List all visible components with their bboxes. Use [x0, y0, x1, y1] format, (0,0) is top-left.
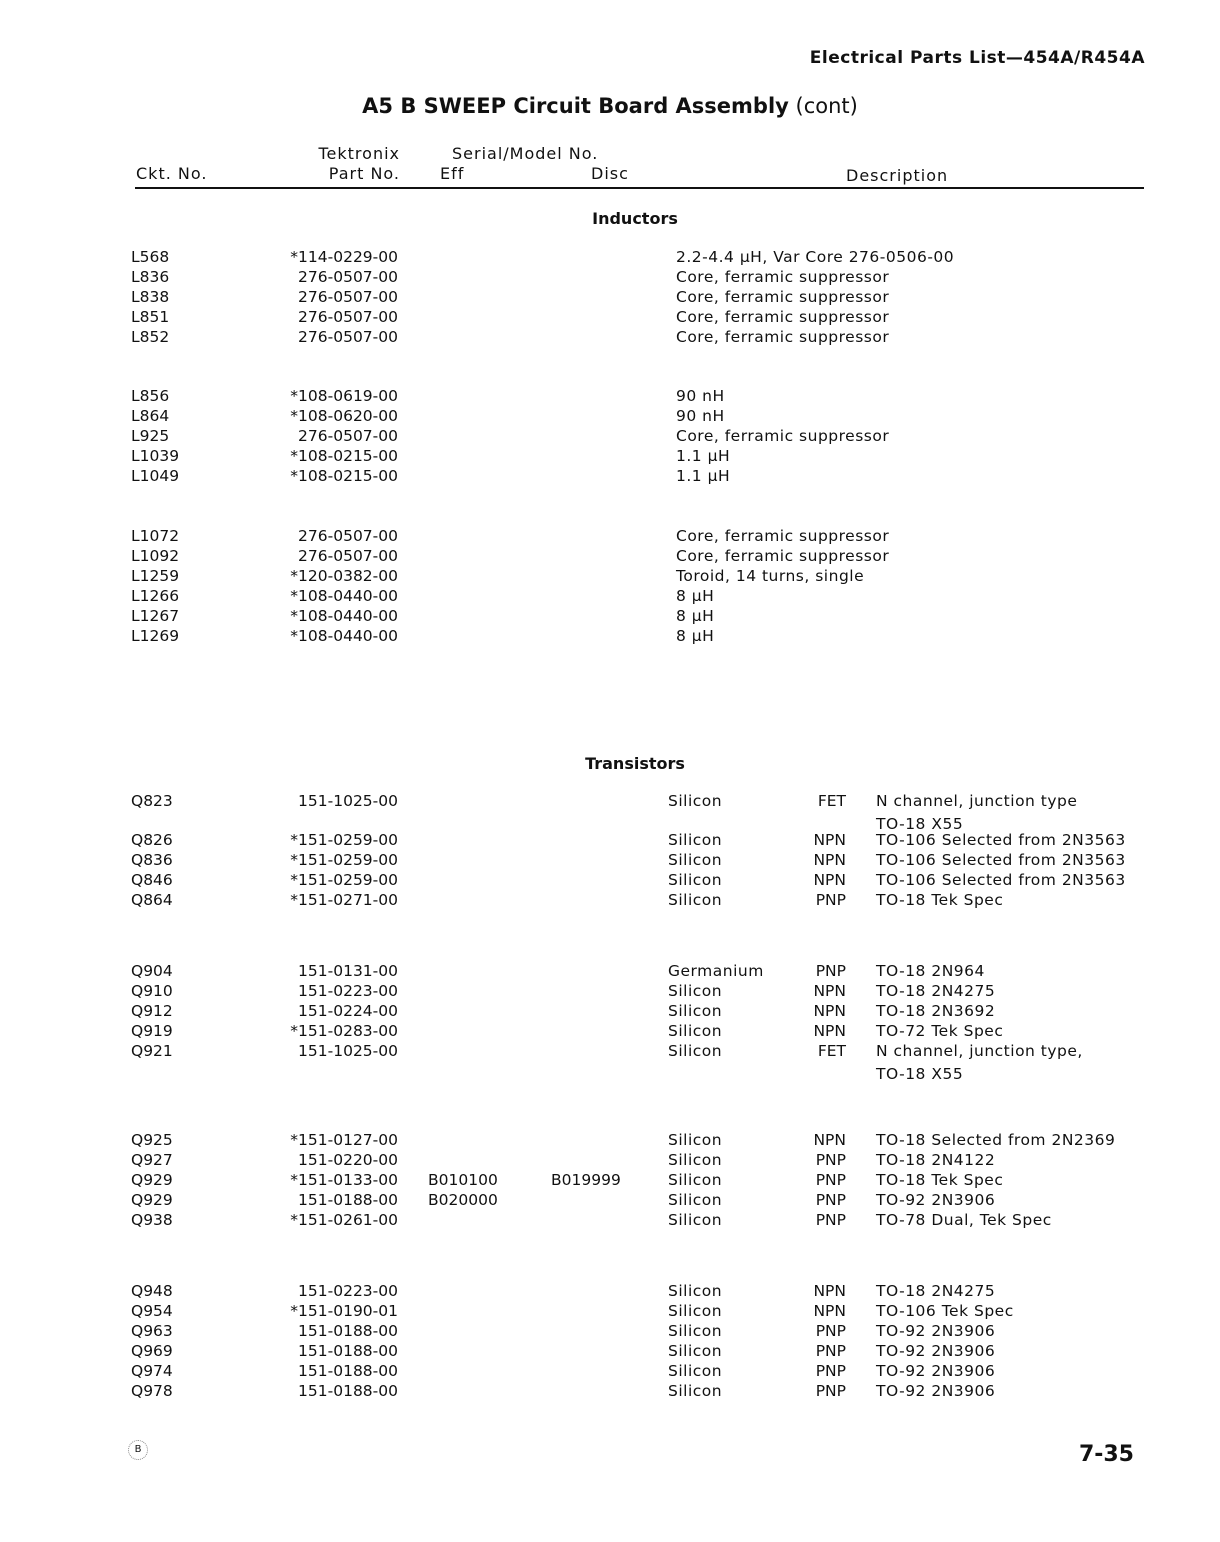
transistor-type: FET — [817, 1042, 846, 1060]
part-no: 276-0507-00 — [298, 527, 398, 545]
table-row — [0, 467, 1220, 487]
description: Core, ferramic suppressor — [676, 547, 890, 565]
material: Silicon — [668, 1171, 723, 1189]
table-row — [0, 871, 1220, 891]
detail: TO-18 Tek Spec — [876, 1171, 1004, 1189]
ckt-no: L851 — [131, 308, 170, 326]
part-no: *108-0440-00 — [290, 627, 398, 645]
table-row — [0, 328, 1220, 348]
detail: TO-106 Selected from 2N3563 — [876, 851, 1126, 869]
ckt-no: L852 — [131, 328, 170, 346]
ckt-no: L838 — [131, 288, 170, 306]
ckt-no: Q929 — [131, 1171, 173, 1189]
part-no: 276-0507-00 — [298, 288, 398, 306]
serial-eff: B010100 — [428, 1171, 498, 1189]
part-no: 151-1025-00 — [298, 792, 398, 810]
part-no: 151-0188-00 — [298, 1191, 398, 1209]
transistor-type: NPN — [813, 871, 846, 889]
detail: TO-72 Tek Spec — [876, 1022, 1004, 1040]
col-eff: Eff — [440, 164, 465, 183]
description: 8 μH — [676, 627, 715, 645]
table-row — [0, 1191, 1220, 1211]
ckt-no: L1269 — [131, 627, 180, 645]
detail: TO-92 2N3906 — [876, 1342, 996, 1360]
col-tektronix: Tektronix — [318, 144, 400, 163]
material: Silicon — [668, 1382, 723, 1400]
part-no: 151-0188-00 — [298, 1342, 398, 1360]
description: 2.2-4.4 μH, Var Core 276-0506-00 — [676, 248, 955, 266]
table-row — [0, 447, 1220, 467]
detail: TO-106 Tek Spec — [876, 1302, 1014, 1320]
ckt-no: L1259 — [131, 567, 180, 585]
detail: TO-18 2N4275 — [876, 1282, 996, 1300]
table-row — [0, 587, 1220, 607]
table-row — [0, 1042, 1220, 1062]
part-no: *120-0382-00 — [290, 567, 398, 585]
part-no: *151-0190-01 — [290, 1302, 398, 1320]
transistor-type: NPN — [813, 851, 846, 869]
part-no: 151-0188-00 — [298, 1382, 398, 1400]
ckt-no: Q846 — [131, 871, 173, 889]
material: Silicon — [668, 1322, 723, 1340]
table-row — [0, 1362, 1220, 1382]
ckt-no: Q954 — [131, 1302, 173, 1320]
material: Silicon — [668, 1362, 723, 1380]
transistor-type: NPN — [813, 1002, 846, 1020]
ckt-no: L925 — [131, 427, 170, 445]
transistor-type: PNP — [815, 1362, 846, 1380]
table-row — [0, 1151, 1220, 1171]
table-row — [0, 567, 1220, 587]
transistor-type: NPN — [813, 1131, 846, 1149]
ckt-no: Q938 — [131, 1211, 173, 1229]
running-header: Electrical Parts List—454A/R454A — [809, 48, 1145, 68]
revision-mark: B — [128, 1440, 148, 1460]
table-row — [0, 387, 1220, 407]
material: Silicon — [668, 1342, 723, 1360]
transistor-type: PNP — [815, 891, 846, 909]
description: 8 μH — [676, 587, 715, 605]
ckt-no: L568 — [131, 248, 170, 266]
table-row — [0, 527, 1220, 547]
part-no: 151-0220-00 — [298, 1151, 398, 1169]
material: Silicon — [668, 891, 723, 909]
material: Silicon — [668, 982, 723, 1000]
table-row — [0, 407, 1220, 427]
table-row — [0, 308, 1220, 328]
ckt-no: Q826 — [131, 831, 173, 849]
description: 90 nH — [676, 387, 725, 405]
transistor-type: PNP — [815, 1211, 846, 1229]
material: Silicon — [668, 1042, 723, 1060]
header-rule — [135, 187, 1144, 189]
ckt-no: Q864 — [131, 891, 173, 909]
table-row — [0, 1171, 1220, 1191]
detail: TO-18 X55 — [876, 815, 964, 833]
part-no: 276-0507-00 — [298, 328, 398, 346]
transistor-type: NPN — [813, 1022, 846, 1040]
part-no: 151-0223-00 — [298, 1282, 398, 1300]
part-no: 151-1025-00 — [298, 1042, 398, 1060]
ckt-no: L856 — [131, 387, 170, 405]
table-row — [0, 982, 1220, 1002]
table-row — [0, 792, 1220, 812]
detail: TO-92 2N3906 — [876, 1382, 996, 1400]
table-row — [0, 831, 1220, 851]
part-no: *108-0215-00 — [290, 447, 398, 465]
part-no: *108-0440-00 — [290, 587, 398, 605]
ckt-no: L864 — [131, 407, 170, 425]
ckt-no: Q948 — [131, 1282, 173, 1300]
detail: TO-18 Selected from 2N2369 — [876, 1131, 1116, 1149]
ckt-no: Q904 — [131, 962, 173, 980]
transistor-type: PNP — [815, 1171, 846, 1189]
section-heading-transistors: Transistors — [585, 754, 685, 773]
table-row — [0, 1342, 1220, 1362]
ckt-no: Q978 — [131, 1382, 173, 1400]
part-no: 276-0507-00 — [298, 427, 398, 445]
part-no: 276-0507-00 — [298, 308, 398, 326]
ckt-no: Q910 — [131, 982, 173, 1000]
ckt-no: Q927 — [131, 1151, 173, 1169]
page-number: 7-35 — [1078, 1442, 1134, 1467]
table-row — [0, 851, 1220, 871]
description: Core, ferramic suppressor — [676, 328, 890, 346]
table-row — [0, 962, 1220, 982]
part-no: *151-0259-00 — [290, 831, 398, 849]
description: Core, ferramic suppressor — [676, 288, 890, 306]
detail: TO-106 Selected from 2N3563 — [876, 871, 1126, 889]
detail: TO-106 Selected from 2N3563 — [876, 831, 1126, 849]
detail: TO-92 2N3906 — [876, 1362, 996, 1380]
table-row — [0, 547, 1220, 567]
table-row — [0, 1022, 1220, 1042]
material: Silicon — [668, 831, 723, 849]
detail: TO-18 2N3692 — [876, 1002, 996, 1020]
material: Silicon — [668, 1022, 723, 1040]
ckt-no: L1039 — [131, 447, 180, 465]
transistor-type: PNP — [815, 1191, 846, 1209]
table-row — [0, 288, 1220, 308]
detail: TO-92 2N3906 — [876, 1322, 996, 1340]
description: 1.1 μH — [676, 447, 731, 465]
part-no: *114-0229-00 — [290, 248, 398, 266]
detail: TO-18 2N4275 — [876, 982, 996, 1000]
ckt-no: Q912 — [131, 1002, 173, 1020]
ckt-no: Q836 — [131, 851, 173, 869]
ckt-no: Q969 — [131, 1342, 173, 1360]
table-row — [0, 1002, 1220, 1022]
part-no: 151-0223-00 — [298, 982, 398, 1000]
col-part-no: Part No. — [328, 164, 400, 183]
col-description: Description — [846, 166, 949, 185]
table-row — [0, 627, 1220, 647]
ckt-no: L1049 — [131, 467, 180, 485]
transistor-type: NPN — [813, 982, 846, 1000]
title-suffix: (cont) — [788, 94, 858, 118]
part-no: *108-0440-00 — [290, 607, 398, 625]
table-row — [0, 1131, 1220, 1151]
table-row — [0, 607, 1220, 627]
ckt-no: Q919 — [131, 1022, 173, 1040]
transistor-type: NPN — [813, 1302, 846, 1320]
detail: TO-92 2N3906 — [876, 1191, 996, 1209]
table-row — [0, 1302, 1220, 1322]
ckt-no: L1267 — [131, 607, 180, 625]
page-title — [0, 94, 1220, 118]
table-row — [0, 1065, 1220, 1085]
table-row — [0, 268, 1220, 288]
description: 90 nH — [676, 407, 725, 425]
ckt-no: L1266 — [131, 587, 180, 605]
part-no: 151-0188-00 — [298, 1322, 398, 1340]
material: Silicon — [668, 1191, 723, 1209]
table-row — [0, 1322, 1220, 1342]
detail: TO-18 X55 — [876, 1065, 964, 1083]
part-no: *151-0271-00 — [290, 891, 398, 909]
ckt-no: L1072 — [131, 527, 180, 545]
title-main: A5 B SWEEP Circuit Board Assembly — [362, 94, 789, 118]
part-no: *108-0620-00 — [290, 407, 398, 425]
col-ckt-no: Ckt. No. — [136, 164, 208, 183]
serial-eff: B020000 — [428, 1191, 498, 1209]
transistor-type: PNP — [815, 1151, 846, 1169]
transistor-type: PNP — [815, 1342, 846, 1360]
part-no: *151-0259-00 — [290, 871, 398, 889]
col-disc: Disc — [591, 164, 629, 183]
material: Silicon — [668, 792, 723, 810]
material: Silicon — [668, 871, 723, 889]
description: 1.1 μH — [676, 467, 731, 485]
material: Germanium — [668, 962, 764, 980]
detail: TO-18 2N4122 — [876, 1151, 996, 1169]
part-no: *108-0619-00 — [290, 387, 398, 405]
detail: N channel, junction type — [876, 792, 1078, 810]
transistor-type: PNP — [815, 962, 846, 980]
ckt-no: Q929 — [131, 1191, 173, 1209]
description: Core, ferramic suppressor — [676, 427, 890, 445]
material: Silicon — [668, 1151, 723, 1169]
transistor-type: PNP — [815, 1322, 846, 1340]
description: Core, ferramic suppressor — [676, 527, 890, 545]
serial-disc: B019999 — [551, 1171, 621, 1189]
table-row — [0, 1282, 1220, 1302]
table-row — [0, 891, 1220, 911]
part-no: *151-0261-00 — [290, 1211, 398, 1229]
part-no: *151-0283-00 — [290, 1022, 398, 1040]
material: Silicon — [668, 1002, 723, 1020]
transistor-type: PNP — [815, 1382, 846, 1400]
detail: TO-18 2N964 — [876, 962, 985, 980]
ckt-no: Q823 — [131, 792, 173, 810]
material: Silicon — [668, 851, 723, 869]
ckt-no: Q974 — [131, 1362, 173, 1380]
description: 8 μH — [676, 607, 715, 625]
transistor-type: NPN — [813, 831, 846, 849]
description: Core, ferramic suppressor — [676, 308, 890, 326]
part-no: *151-0259-00 — [290, 851, 398, 869]
transistor-type: FET — [817, 792, 846, 810]
ckt-no: L836 — [131, 268, 170, 286]
part-no: 276-0507-00 — [298, 547, 398, 565]
part-no: 151-0188-00 — [298, 1362, 398, 1380]
detail: TO-18 Tek Spec — [876, 891, 1004, 909]
part-no: 276-0507-00 — [298, 268, 398, 286]
ckt-no: Q921 — [131, 1042, 173, 1060]
table-row — [0, 1211, 1220, 1231]
part-no: 151-0224-00 — [298, 1002, 398, 1020]
material: Silicon — [668, 1211, 723, 1229]
ckt-no: Q925 — [131, 1131, 173, 1149]
part-no: *108-0215-00 — [290, 467, 398, 485]
part-no: *151-0127-00 — [290, 1131, 398, 1149]
ckt-no: L1092 — [131, 547, 180, 565]
table-row — [0, 427, 1220, 447]
transistor-type: NPN — [813, 1282, 846, 1300]
material: Silicon — [668, 1131, 723, 1149]
detail: TO-78 Dual, Tek Spec — [876, 1211, 1052, 1229]
part-no: 151-0131-00 — [298, 962, 398, 980]
col-serial-model: Serial/Model No. — [452, 144, 599, 163]
description: Core, ferramic suppressor — [676, 268, 890, 286]
table-row — [0, 248, 1220, 268]
table-row — [0, 1382, 1220, 1402]
ckt-no: Q963 — [131, 1322, 173, 1340]
detail: N channel, junction type, — [876, 1042, 1083, 1060]
section-heading-inductors: Inductors — [592, 209, 678, 228]
material: Silicon — [668, 1282, 723, 1300]
description: Toroid, 14 turns, single — [676, 567, 865, 585]
part-no: *151-0133-00 — [290, 1171, 398, 1189]
material: Silicon — [668, 1302, 723, 1320]
